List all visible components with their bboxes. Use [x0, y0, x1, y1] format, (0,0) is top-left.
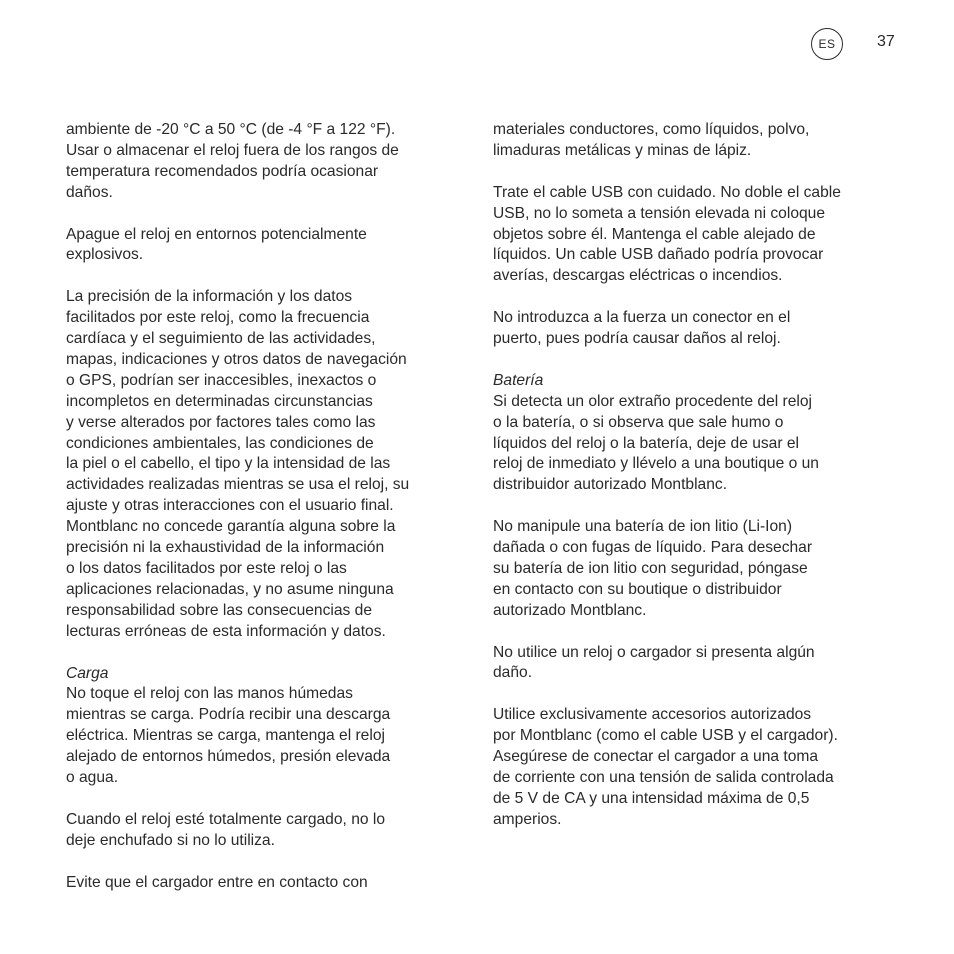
paragraph-connector: No introduzca a la fuerza un conector en el puerto, pues podría causar daños al reloj.	[493, 309, 791, 348]
section-heading-bateria: Batería	[493, 371, 544, 389]
paragraph-temperature: ambiente de -20 °C a 50 °C (de -4 °F a 122 °F). Usar o almacenar el reloj fuera de los rangos de temperatura recomendados podría ocasionar daños.	[66, 121, 399, 201]
paragraph-charger-contact: Evite que el cargador entre en contacto con	[66, 873, 368, 891]
paragraph-usb-cable: Trate el cable USB con cuidado. No doble el cable USB, no lo someta a tensión elevada ni coloque objetos sobre él. Mantenga el cable alejado de líquidos. Un cable USB dañado podría provocar averías, descargas eléctricas o incendios.	[493, 183, 841, 285]
paragraph-wet-hands: No toque el reloj con las manos húmedas mientras se carga. Podría recibir una descarga eléctrica. Mientras se carga, mantenga el reloj alejado de entornos húmedos, presión elevada o agua.	[66, 685, 391, 787]
paragraph-explosive: Apague el reloj en entornos potencialmente explosivos.	[66, 225, 367, 264]
left-column	[66, 120, 466, 914]
paragraph-damaged: No utilice un reloj o cargador si presenta algún daño.	[493, 643, 815, 682]
paragraph-unplug: Cuando el reloj esté totalmente cargado, no lo deje enchufado si no lo utiliza.	[66, 810, 386, 849]
paragraph-accessories: Utilice exclusivamente accesorios autorizados por Montblanc (como el cable USB y el cargador). Asegúrese de conectar el cargador a una toma de corriente con una tensión de salida controlada de 5 V de CA y una intensidad máxima de 0,5 amperios.	[493, 706, 838, 828]
section-heading-carga: Carga	[66, 664, 109, 682]
right-column	[493, 120, 893, 852]
paragraph-conductive: materiales conductores, como líquidos, polvo, limaduras metálicas y minas de lápiz.	[493, 121, 810, 159]
paragraph-accuracy: La precisión de la información y los datos facilitados por este reloj, como la frecuencia cardíaca y el seguimiento de las actividades, mapas, indicaciones y otros datos de navegación o GPS, podrían ser inaccesibles, inexactos o incompletos en determinadas circunstancias y verse alterados por factores tales como las condiciones ambientales, las condiciones de la piel o el cabello, el tipo y la intensidad de las actividades realizadas mientras se usa el reloj, su ajuste y otras interacciones con el usuario final. Montblanc no concede garantía alguna sobre la precisión ni la exhaustividad de la información o los datos facilitados por este reloj o las aplicaciones relacionadas, y no asume ninguna responsabilidad sobre las consecuencias de lecturas erróneas de esta información y datos.	[66, 288, 410, 640]
language-code: ES	[818, 37, 836, 51]
language-badge	[811, 28, 843, 60]
paragraph-smell-smoke: Si detecta un olor extraño procedente del reloj o la batería, o si observa que sale humo o líquidos del reloj o la batería, deje de usar el reloj de inmediato y llévelo a una boutique o un distribuidor autorizado Montblanc.	[493, 392, 819, 494]
paragraph-li-ion: No manipule una batería de ion litio (Li-Ion) dañada o con fugas de líquido. Para desechar su batería de ion litio con seguridad, póngase en contacto con su boutique o distribuidor autorizado Montblanc.	[493, 518, 813, 619]
page-number: 37	[877, 33, 895, 50]
